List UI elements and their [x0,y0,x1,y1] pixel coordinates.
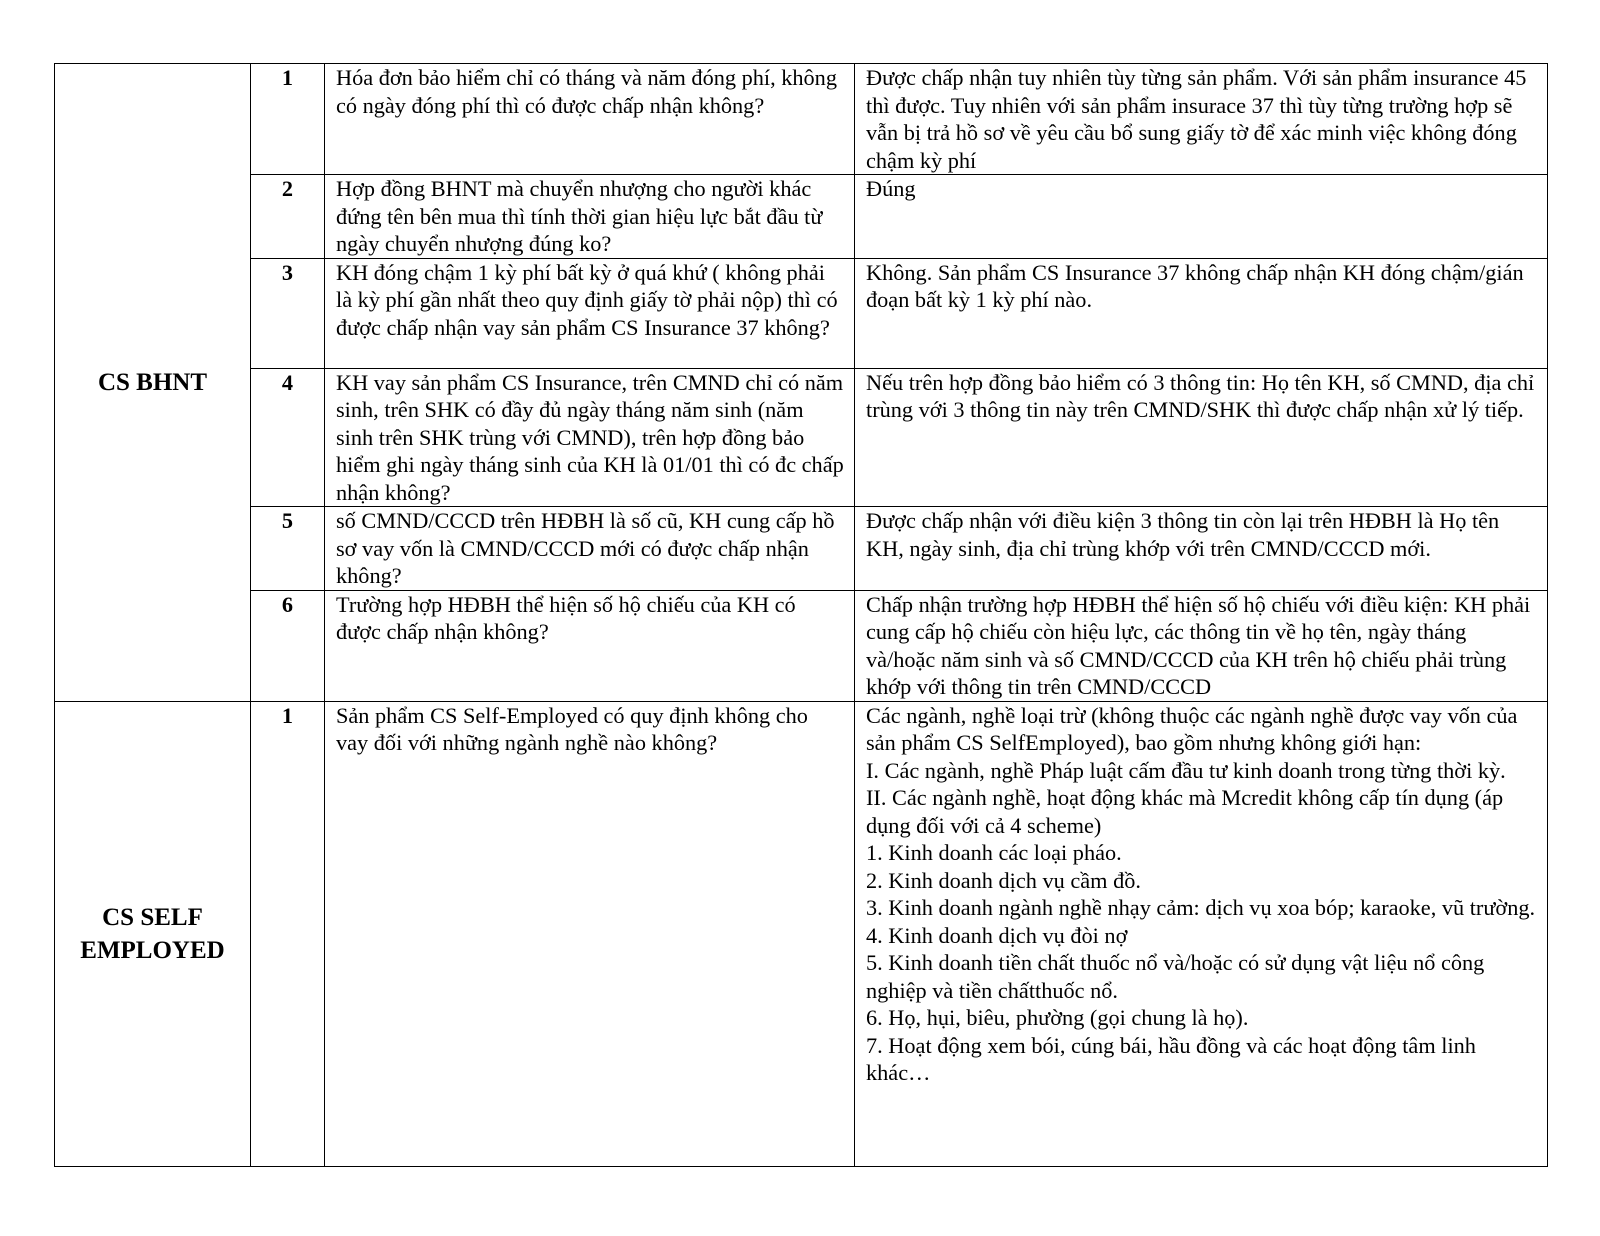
table-row [55,507,1548,591]
answer-line: 6. Họ, hụi, biêu, phường (gọi chung là họ). [866,1005,1249,1030]
answer-line: Các ngành, nghề loại trừ (không thuộc các ngành nghề được vay vốn của sản phẩm CS SelfEmployed), bao gồm nhưng không giới hạn: [866,702,1518,755]
row-number: 1 [251,64,325,175]
row-number: 1 [251,701,325,1166]
answer-line: 7. Hoạt động xem bói, cúng bái, hầu đồng và các hoạt động tâm linh khác… [866,1032,1476,1085]
table-row [55,258,1548,368]
row-number: 6 [251,590,325,701]
table-row [55,701,1548,1166]
answer-cell: Nếu trên hợp đồng bảo hiểm có 3 thông tin: Họ tên KH, số CMND, địa chỉ trùng với 3 thông tin này trên CMND/SHK thì được chấp nhận xử lý tiếp. [855,368,1548,507]
table-row [55,64,1548,175]
question-cell: Hợp đồng BHNT mà chuyển nhượng cho người khác đứng tên bên mua thì tính thời gian hiệu lực bắt đầu từ ngày chuyển nhượng đúng ko? [325,175,855,259]
answer-line: 4. Kinh doanh dịch vụ đòi nợ [866,922,1128,948]
category-cell: CS BHNT [55,64,251,702]
row-number: 4 [251,368,325,507]
answer-line: 1. Kinh doanh các loại pháo. [866,840,1122,865]
answer-cell: Được chấp nhận với điều kiện 3 thông tin còn lại trên HĐBH là Họ tên KH, ngày sinh, địa chỉ trùng khớp với trên CMND/CCCD mới. [855,507,1548,591]
row-number: 5 [251,507,325,591]
answer-cell: Đúng [855,175,1548,259]
question-cell: số CMND/CCCD trên HĐBH là số cũ, KH cung cấp hồ sơ vay vốn là CMND/CCCD mới có được chấp nhận không? [325,507,855,591]
row-number: 3 [251,258,325,368]
answer-line: 2. Kinh doanh dịch vụ cầm đồ. [866,867,1141,893]
table-row [55,175,1548,259]
answer-line: 5. Kinh doanh tiền chất thuốc nổ và/hoặc có sử dụng vật liệu nổ công nghiệp và tiền chấtthuốc nổ. [866,950,1485,1003]
answer-line: 3. Kinh doanh ngành nghề nhạy cảm: dịch vụ xoa bóp; karaoke, vũ trường. [866,895,1536,920]
row-number: 2 [251,175,325,259]
answer-cell: Không. Sản phẩm CS Insurance 37 không chấp nhận KH đóng chậm/gián đoạn bất kỳ 1 kỳ phí nào. [855,258,1548,368]
category-cell: CS SELF EMPLOYED [55,701,251,1166]
question-cell: Trường hợp HĐBH thể hiện số hộ chiếu của KH có được chấp nhận không? [325,590,855,701]
answer-cell: Được chấp nhận tuy nhiên tùy từng sản phẩm. Với sản phẩm insurance 45 thì được. Tuy nhiên với sản phẩm insurace 37 thì tùy từng trường hợp sẽ vẫn bị trả hồ sơ về yêu cầu bổ sung giấy tờ để xác minh việc không đóng chậm kỳ phí [855,64,1548,175]
question-cell: KH vay sản phẩm CS Insurance, trên CMND chỉ có năm sinh, trên SHK có đầy đủ ngày tháng năm sinh (năm sinh trên SHK trùng với CMND), trên hợp đồng bảo hiểm ghi ngày tháng sinh của KH là 01/01 thì có đc chấp nhận không? [325,368,855,507]
faq-table [54,63,1548,1167]
question-cell: Hóa đơn bảo hiểm chỉ có tháng và năm đóng phí, không có ngày đóng phí thì có được chấp nhận không? [325,64,855,175]
table-row [55,590,1548,701]
question-cell: Sản phẩm CS Self-Employed có quy định không cho vay đối với những ngành nghề nào không? [325,701,855,1166]
answer-line: II. Các ngành nghề, hoạt động khác mà Mcredit không cấp tín dụng (áp dụng đối với cả 4 scheme) [866,785,1504,838]
answer-cell [855,701,1548,1166]
answer-line: I. Các ngành, nghề Pháp luật cấm đầu tư kinh doanh trong từng thời kỳ. [866,757,1506,783]
answer-cell: Chấp nhận trường hợp HĐBH thể hiện số hộ chiếu với điều kiện: KH phải cung cấp hộ chiếu còn hiệu lực, các thông tin về họ tên, ngày tháng và/hoặc năm sinh và số CMND/CCCD của KH trên hộ chiếu phải trùng khớp với thông tin trên CMND/CCCD [855,590,1548,701]
table-row [55,368,1548,507]
question-cell: KH đóng chậm 1 kỳ phí bất kỳ ở quá khứ ( không phải là kỳ phí gần nhất theo quy định giấy tờ phải nộp) thì có được chấp nhận vay sản phẩm CS Insurance 37 không? [325,258,855,368]
